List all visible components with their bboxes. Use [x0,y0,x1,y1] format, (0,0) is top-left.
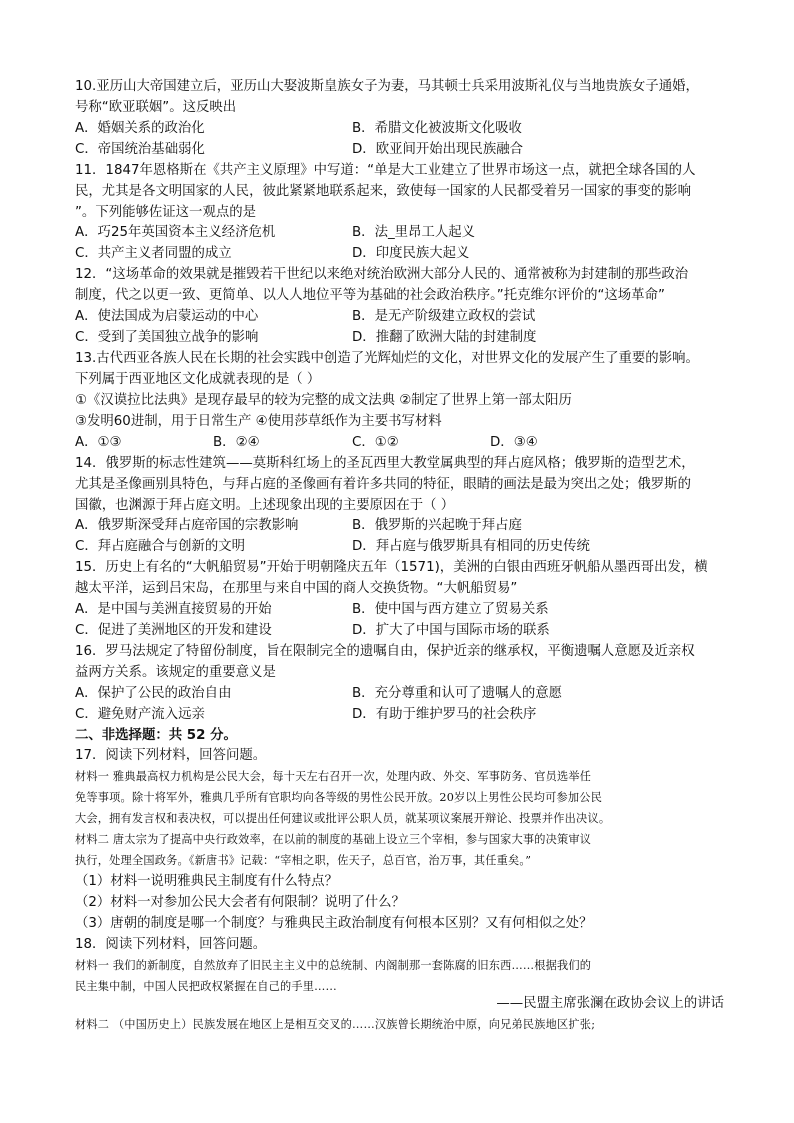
q16-option-a: A．保护了公民的政治自由 [75,686,232,701]
q10-option-d: D．欧亚间开始出现民族融合 [352,142,523,157]
q12-option-c: C．受到了美国独立战争的影响 [75,330,259,345]
q18-source: ——民盟主席张澜在政协会议上的讲话 [496,996,724,1011]
q13-stem-line-4: ③发明60进制，用于日常生产 ④使用莎草纸作为主要书写材料 [75,414,442,429]
q16-stem-line-1: 16．罗马法规定了特留份制度，旨在限制完全的遗嘱自由，保护近亲的继承权，平衡遗嘱人意愿及近亲权 [75,644,695,659]
q18-material1-line-1: 材料一 我们的新制度，自然放弃了旧民主主义中的总统制、内阁制那一套陈腐的旧东西……根据我们的 [75,959,592,972]
q14-option-a: A．俄罗斯深受拜占庭帝国的宗教影响 [75,518,299,533]
q16-option-b: B．充分尊重和认可了遗嘱人的意愿 [352,686,563,701]
q13-option-c: C．①② [352,435,399,450]
q17-question-2: （2）材料一对参加公民大会者有何限制？说明了什么？ [75,895,405,910]
q12-stem-line-1: 12．“这场革命的效果就是摧毁若干世纪以来绝对统治欧洲大部分人民的、通常被称为封建制的那些政治 [75,267,689,282]
q17-material-line-2: 免等事项。除十将军外，雅典几乎所有官职均向各等级的男性公民开放。20岁以上男性公民均可参加公民 [75,791,603,804]
q17-material-line-5: 执行，处理全国政务。《新唐书》记载：“宰相之职，佐天子，总百官，治万事，其任重矣。” [75,854,532,867]
q17-question-3: （3）唐朝的制度是哪一个制度？与雅典民主政治制度有何根本区别？又有何相似之处？ [75,916,593,931]
q12-option-b: B．是无产阶级建立政权的尝试 [352,309,536,324]
q14-stem-line-1: 14．俄罗斯的标志性建筑——莫斯科红场上的圣瓦西里大教堂属典型的拜占庭风格；俄罗斯的造型艺术， [75,456,695,471]
q17-material-line-3: 大会，拥有发言权和表决权，可以提出任何建议或批评公职人员，就某项议案展开辩论、投票并作出决议。 [75,812,611,825]
q13-stem-line-2: 下列属于西亚地区文化成就表现的是（ ） [75,372,321,387]
q17-stem: 17．阅读下列材料，回答问题。 [75,748,267,763]
q10-option-b: B．希腊文化被波斯文化吸收 [352,121,522,136]
q13-stem-line-1: 13.古代西亚各族人民在长期的社会实践中创造了光辉灿烂的文化，对世界文化的发展产生了重要的影响。 [75,351,699,366]
q14-stem-line-2: 尤其是圣像画别具特色，与拜占庭的圣像画有着许多共同的特征，眼睛的画法是最为突出之处；俄罗斯的 [75,477,691,492]
q12-option-a: A．使法国成为启蒙运动的中心 [75,309,259,324]
q17-material-line-1: 材料一 雅典最高权力机构是公民大会，每十天左右召开一次，处理内政、外交、军事防务、官员选举任 [75,770,592,783]
q10-stem-line-1: 10.亚历山大帝国建立后，亚历山大娶波斯皇族女子为妻，马其顿士兵采用波斯礼仪与当地贵族女子通婚， [75,79,699,94]
q14-option-c: C．拜占庭融合与创新的文明 [75,539,246,554]
q18-stem: 18．阅读下列材料，回答问题。 [75,937,267,952]
q15-option-b: B．使中国与西方建立了贸易关系 [352,602,549,617]
q10-stem-line-2: 号称“欧亚联姻”。这反映出 [75,100,237,115]
q15-stem-line-2: 越太平洋，运到吕宋岛，在那里与来自中国的商人交换货物。“大帆船贸易” [75,581,518,596]
q13-option-a: A．①③ [75,435,122,450]
q14-stem-line-3: 国徽，也渊源于拜占庭文明。上述现象出现的主要原因在于（ ） [75,498,455,513]
q16-option-c: C．避免财产流入远亲 [75,707,205,722]
q10-option-c: C．帝国统治基础弱化 [75,142,205,157]
q17-question-1: （1）材料一说明雅典民主制度有什么特点？ [75,874,338,889]
q18-material2-line-1: 材料二 （中国历史上）民族发展在地区上是相互交叉的……汉族曾长期统治中原，向兄弟民族地区扩张; [75,1018,596,1031]
q14-option-b: B．俄罗斯的兴起晚于拜占庭 [352,518,522,533]
q11-stem-line-2: 民，尤其是各文明国家的人民，彼此紧紧地联系起来，致使每一国家的人民都受着另一国家的事变的影响 [75,184,691,199]
q15-option-c: C．促进了美洲地区的开发和建设 [75,623,272,638]
q13-option-b: B．②④ [213,435,260,450]
q16-stem-line-2: 益两方关系。该规定的重要意义是 [75,665,276,680]
q11-option-c: C．共产主义者同盟的成立 [75,246,232,261]
q11-option-a: A．巧25年英国资本主义经济危机 [75,225,276,240]
q11-option-d: D．印度民族大起义 [352,246,470,261]
q11-stem-line-1: 11．1847年恩格斯在《共产主义原理》中写道：“单是大工业建立了世界市场这一点，就把全球各国的人 [75,163,696,178]
q15-option-a: A．是中国与美洲直接贸易的开始 [75,602,272,617]
q13-option-d: D．③④ [490,435,538,450]
q11-stem-line-3: ”。下列能够佐证这一观点的是 [75,205,257,220]
q12-option-d: D．推翻了欧洲大陆的封建制度 [352,330,537,345]
q16-option-d: D．有助于维护罗马的社会秩序 [352,707,537,722]
q11-option-b: B．法_里昂工人起义 [352,225,476,240]
q10-option-a: A．婚姻关系的政治化 [75,121,205,136]
q13-stem-line-3: ①《汉谟拉比法典》是现存最早的较为完整的成文法典 ②制定了世界上第一部太阳历 [75,393,572,408]
q15-option-d: D．扩大了中国与国际市场的联系 [352,623,550,638]
q14-option-d: D．拜占庭与俄罗斯具有相同的历史传统 [352,539,590,554]
q12-stem-line-2: 制度，代之以更一致、更简单、以人人地位平等为基础的社会政治秩序。”托克维尔评价的“这场革命” [75,288,665,303]
q15-stem-line-1: 15．历史上有名的“大帆船贸易”开始于明朝隆庆五年（1571)，美洲的白银由西班牙帆船从墨西哥出发，横 [75,560,708,575]
q18-material1-line-2: 民主集中制，中国人民把政权紧握在自己的手里…… [75,980,337,993]
section-heading: 二、非选择题：共 52 分。 [75,728,237,743]
q17-material-line-4: 材料二 唐太宗为了提高中央行政效率，在以前的制度的基础上设立三个宰相，参与国家大事的决策审议 [75,833,592,846]
